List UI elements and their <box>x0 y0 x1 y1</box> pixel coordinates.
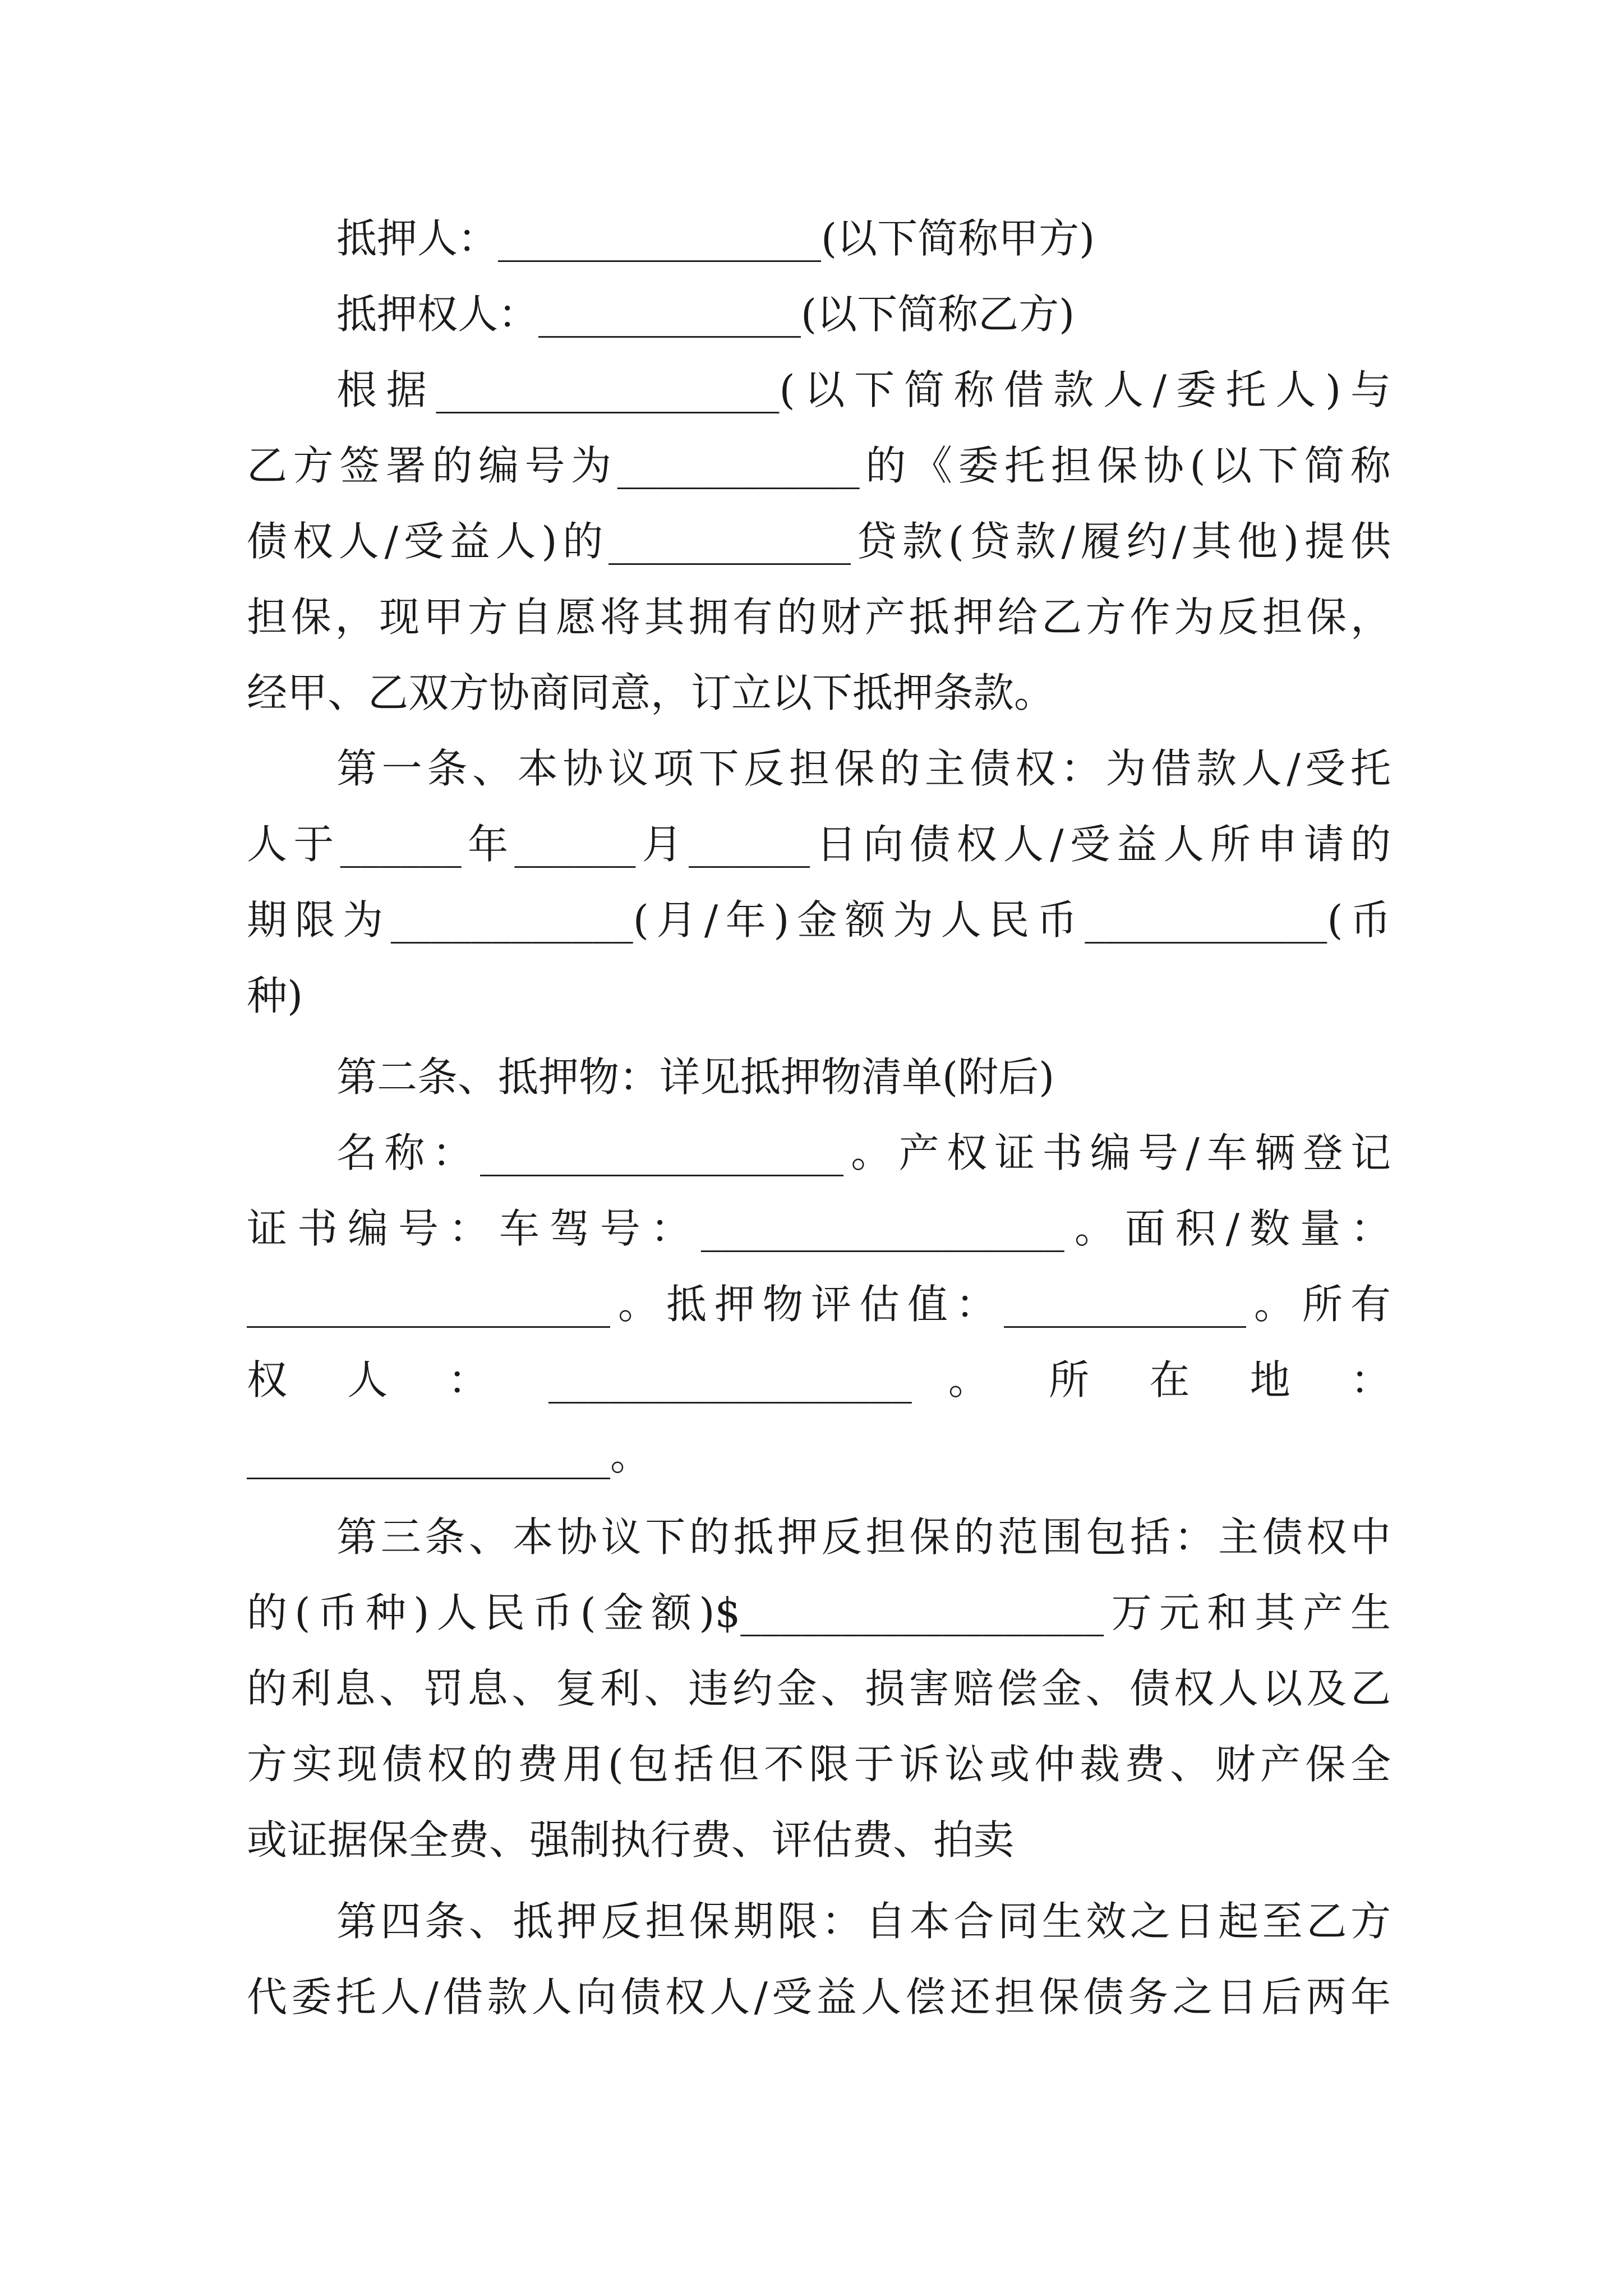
text-line: 乙方签署的编号为____________的《委托担保协(以下简称 <box>247 442 1391 489</box>
text-line: 种) <box>247 972 303 1019</box>
article-1-heading: 第一条、本协议项下反担保的主债权：为借款人/受托 <box>336 745 1391 792</box>
text-line-mortgagor: 抵押人：________________(以下简称甲方) <box>336 215 1095 262</box>
text-line: 债权人/受益人)的____________贷款(贷款/履约/其他)提供 <box>247 518 1391 565</box>
text-line: 代委托人/借款人向债权人/受益人偿还担保债务之日后两年 <box>247 1973 1391 2021</box>
text-line: __________________。 <box>247 1432 651 1479</box>
text-line: 经甲、乙双方协商同意，订立以下抵押条款。 <box>247 669 1055 716</box>
text-line: 名称：__________________。产权证书编号/车辆登记 <box>336 1129 1391 1176</box>
text-line: 根据_________________(以下简称借款人/委托人)与 <box>336 366 1391 413</box>
text-line: 期限为____________(月/年)金额为人民币____________(币 <box>247 896 1391 944</box>
text-line: 担保，现甲方自愿将其拥有的财产抵押给乙方作为反担保， <box>247 593 1391 641</box>
article-3-heading: 第三条、本协议下的抵押反担保的范围包括：主债权中 <box>336 1513 1391 1561</box>
text-line: __________________。抵押物评估值：____________。所有 <box>247 1281 1391 1328</box>
text-line: 方实现债权的费用(包括但不限于诉讼或仲裁费、财产保全 <box>247 1741 1391 1788</box>
text-line: 人于______年______月______日向债权人/受益人所申请的 <box>247 821 1391 868</box>
text-line: 或证据保全费、强制执行费、评估费、拍卖 <box>247 1816 1015 1864</box>
text-line: 权 人 ： __________________ 。 所 在 地 ： <box>247 1356 1391 1404</box>
article-2-heading: 第二条、抵押物：详见抵押物清单(附后) <box>336 1053 1055 1101</box>
text-line: 的(币种)人民币(金额)$__________________万元和其产生 <box>247 1589 1391 1636</box>
text-line-mortgagee: 抵押权人：_____________(以下简称乙方) <box>336 291 1075 338</box>
article-4-heading: 第四条、抵押反担保期限：自本合同生效之日起至乙方 <box>336 1898 1391 1945</box>
text-line: 证书编号：车驾号：__________________。面积/数量： <box>247 1205 1391 1252</box>
text-line: 的利息、罚息、复利、违约金、损害赔偿金、债权人以及乙 <box>247 1665 1391 1712</box>
